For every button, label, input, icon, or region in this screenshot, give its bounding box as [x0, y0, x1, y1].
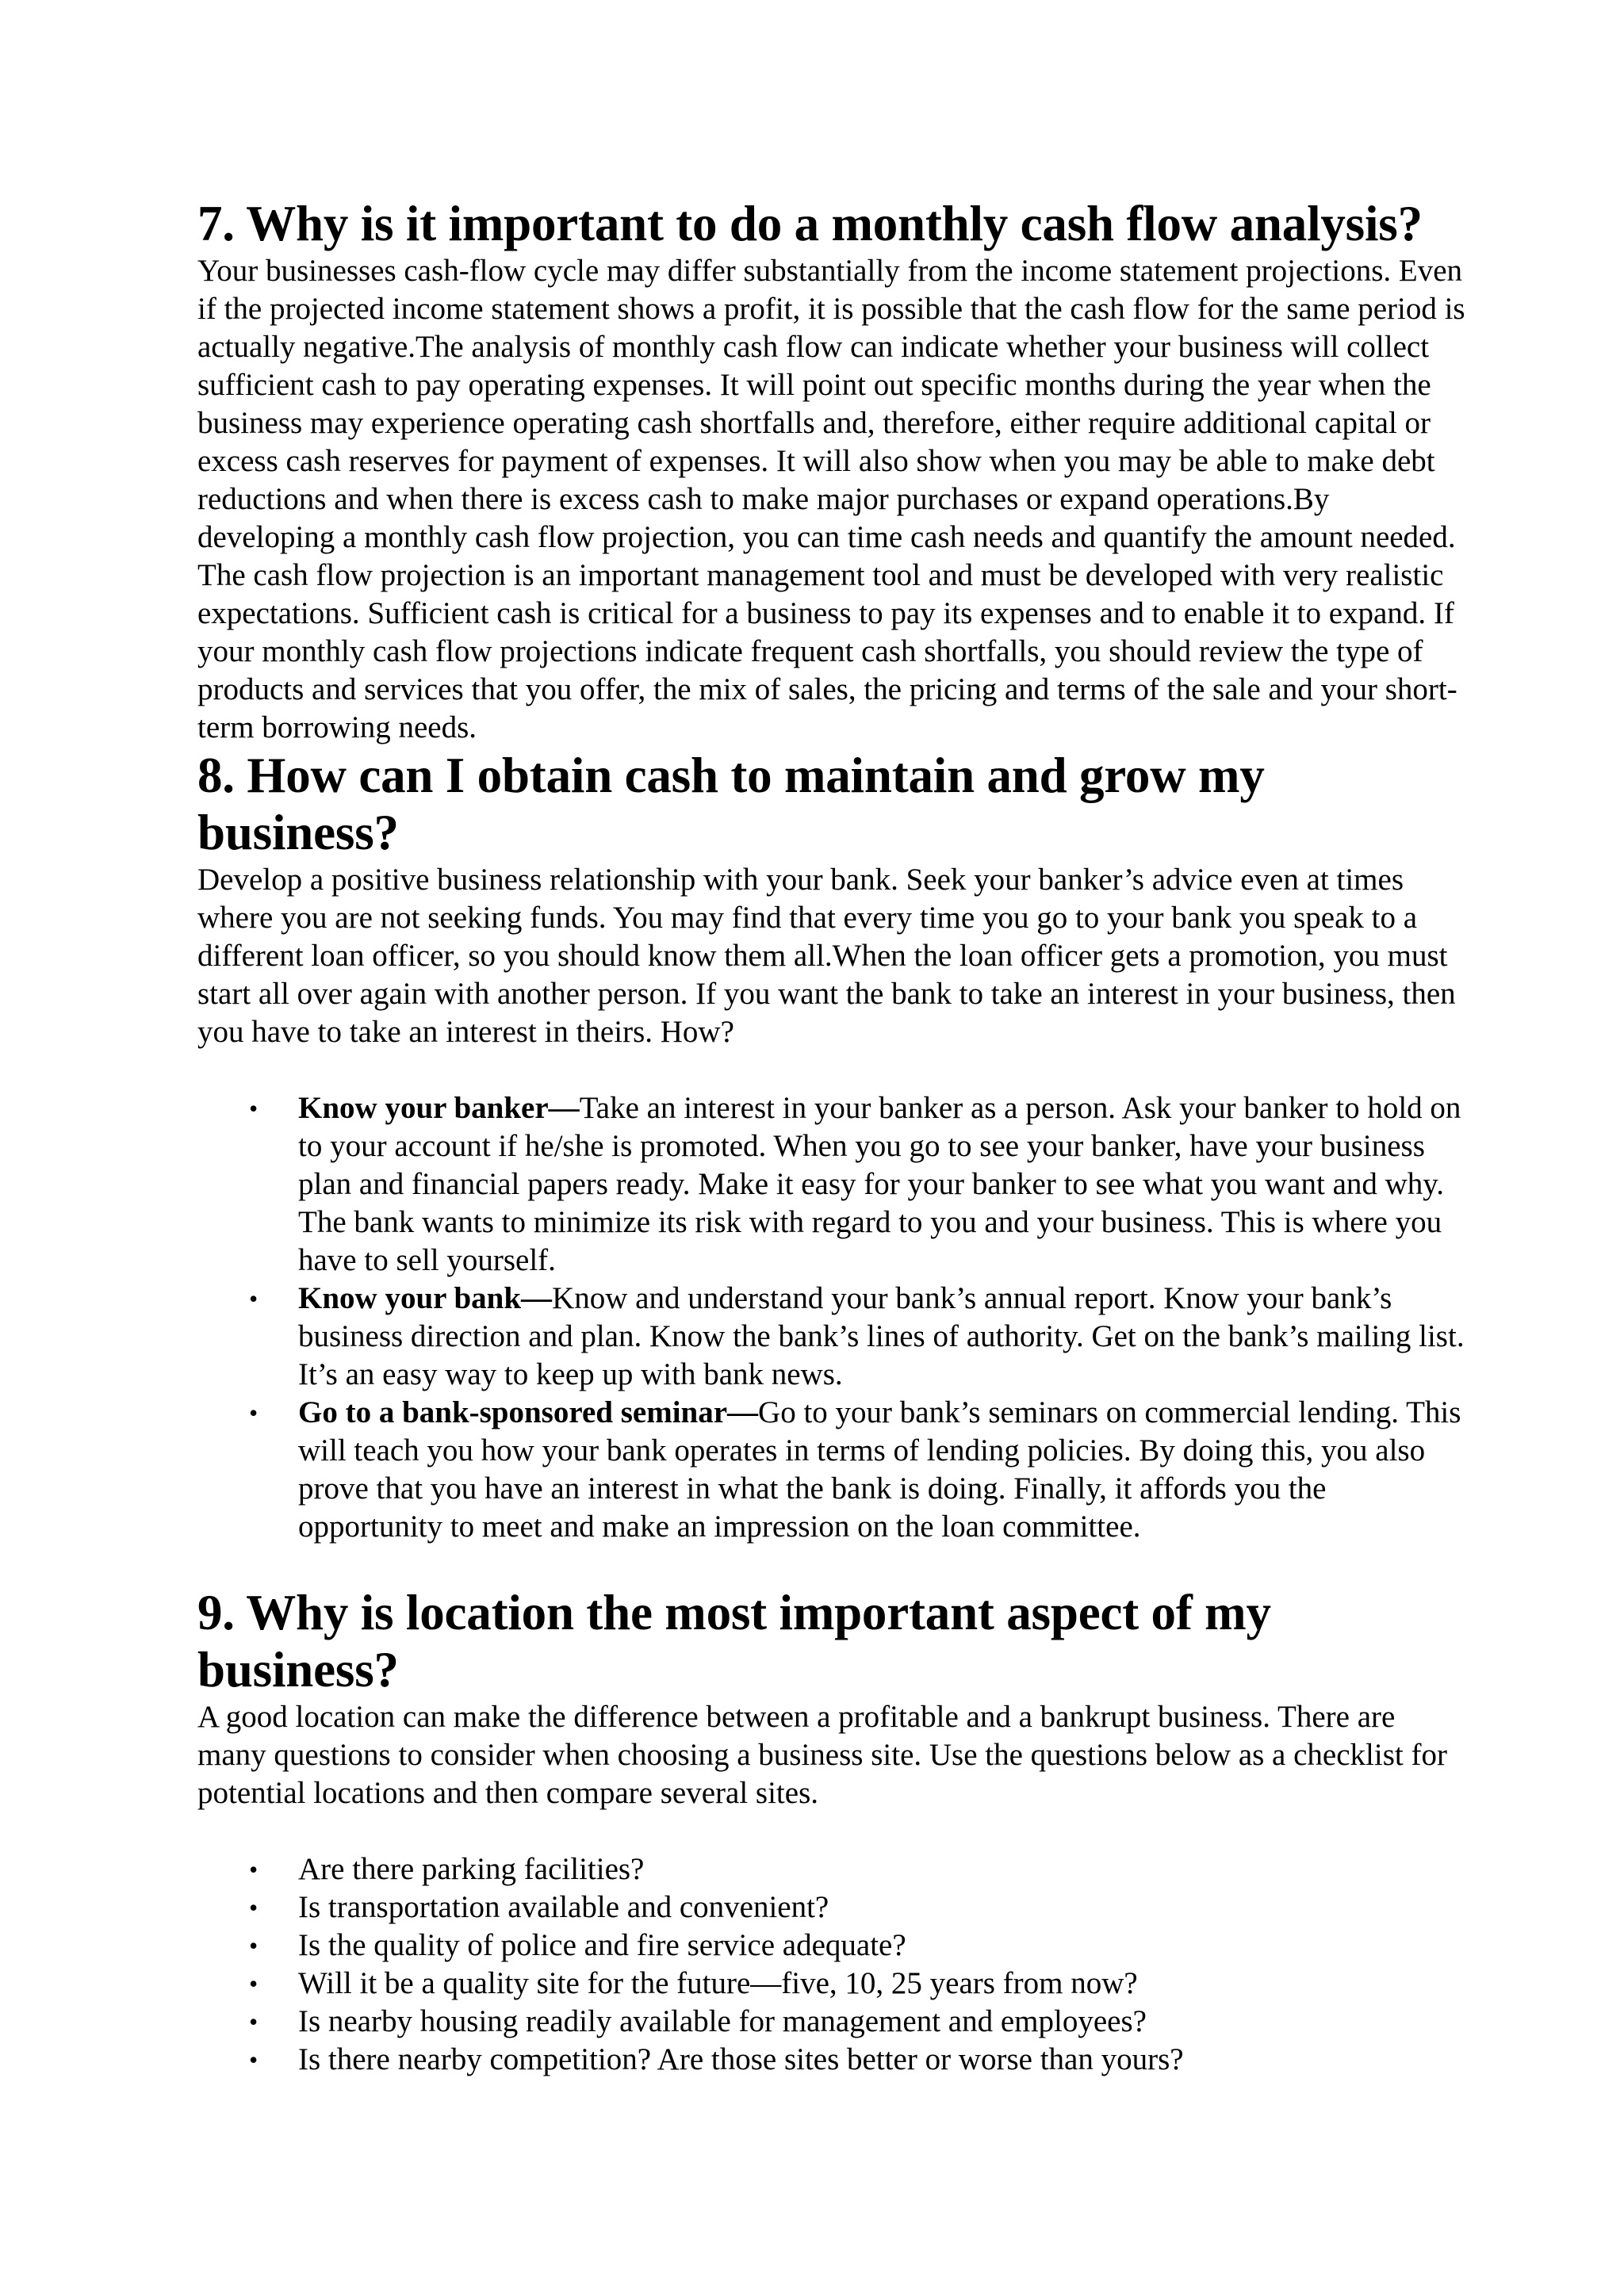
list-item-text: Will it be a quality site for the future—five, 10, 25 years from now?	[298, 1966, 1138, 2000]
list-item	[197, 1394, 1465, 1546]
list-item	[197, 2003, 1465, 2041]
bullet-icon: •	[249, 1893, 259, 1922]
list-item-text: Go to your bank’s seminars on commercial lending. This will teach you how your bank operates in terms of lending policies. By doing this, you also prove that you have an interest in what the bank is doing. Finally, it affords you the opportunity to meet and make an impression on the loan committee.	[298, 1395, 1461, 1544]
list-item	[197, 1850, 1465, 1888]
list-item	[197, 1280, 1465, 1394]
list-item-lead: Know your bank—	[298, 1281, 553, 1315]
list-item-text: Is there nearby competition? Are those sites better or worse than yours?	[298, 2042, 1184, 2076]
list-item	[197, 1089, 1465, 1280]
section-9-body: A good location can make the difference between a profitable and a bankrupt business. There are many questions to consider when choosing a business site. Use the questions below as a checklist for potential locations and then compare several sites.	[197, 1700, 1447, 1810]
bullet-icon: •	[249, 1855, 259, 1884]
list-item-text: Is the quality of police and fire service adequate?	[298, 1928, 906, 1962]
list-item-text: Take an interest in your banker as a person. Ask your banker to hold on to your account if he/she is promoted. When you go to see your banker, have your business plan and financial papers ready. Make it easy for your banker to see what you want and why. The bank wants to minimize its risk with regard to you and your business. This is where you have to sell yourself.	[298, 1091, 1461, 1277]
list-item-text: Know and understand your bank’s annual report. Know your bank’s business direction and plan. Know the bank’s lines of authority. Get on the bank’s mailing list. It’s an easy way to keep up with bank news.	[298, 1281, 1465, 1391]
list-item-text: Is transportation available and convenient?	[298, 1890, 829, 1924]
spacer	[197, 1812, 1465, 1850]
section-8-body: Develop a positive business relationship with your bank. Seek your banker’s advice even at times where you are not seeking funds. You may find that every time you go to your bank you speak to a different loan officer, so you should know them all.When the loan officer gets a promotion, you must start all over again with another person. If you want the bank to take an interest in your business, then you have to take an interest in theirs. How?	[197, 863, 1456, 1049]
list-item	[197, 1965, 1465, 2003]
list-item-lead: Know your banker—	[298, 1091, 580, 1125]
section-7-body: Your businesses cash-flow cycle may differ substantially from the income statement projections. Even if the projected income statement shows a profit, it is possible that the cash flow for the same period is actually negative.The analysis of monthly cash flow can indicate whether your business will collect sufficient cash to pay operating expenses. It will point out specific months during the year when the business may experience operating cash shortfalls and, therefore, either require additional capital or excess cash reserves for payment of expenses. It will also show when you may be able to make debt reductions and when there is excess cash to make major purchases or expand operations.By developing a monthly cash flow projection, you can time cash needs and quantify the amount needed. The cash flow projection is an important management tool and must be developed with very realistic expectations. Sufficient cash is critical for a business to pay its expenses and to enable it to expand. If your monthly cash flow projections indicate frequent cash shortfalls, you should review the type of products and services that you offer, the mix of sales, the pricing and terms of the sale and your short-term borrowing needs.	[197, 254, 1465, 744]
bullet-icon: •	[249, 1969, 259, 1998]
list-item-text: Is nearby housing readily available for management and employees?	[298, 2004, 1147, 2038]
section-8-bullet-list	[197, 1089, 1465, 1546]
bullet-icon: •	[249, 2007, 259, 2036]
bullet-icon: •	[249, 1094, 259, 1123]
spacer	[197, 1546, 1465, 1584]
section-9-bullet-list	[197, 1850, 1465, 2079]
section-9-heading: 9. Why is location the most important aspect of my business?	[197, 1585, 1271, 1697]
bullet-icon: •	[249, 1284, 259, 1313]
section-8-heading: 8. How can I obtain cash to maintain and grow my business?	[197, 748, 1265, 860]
list-item	[197, 1927, 1465, 1965]
spacer	[197, 1051, 1465, 1089]
list-item	[197, 2041, 1465, 2079]
section-7-heading: 7. Why is it important to do a monthly cash flow analysis?	[197, 196, 1423, 251]
bullet-icon: •	[249, 2045, 259, 2074]
list-item-lead: Go to a bank-sponsored seminar—	[298, 1395, 759, 1429]
list-item	[197, 1888, 1465, 1927]
bullet-icon: •	[249, 1931, 259, 1960]
list-item-text: Are there parking facilities?	[298, 1852, 645, 1886]
bullet-icon: •	[249, 1399, 259, 1427]
